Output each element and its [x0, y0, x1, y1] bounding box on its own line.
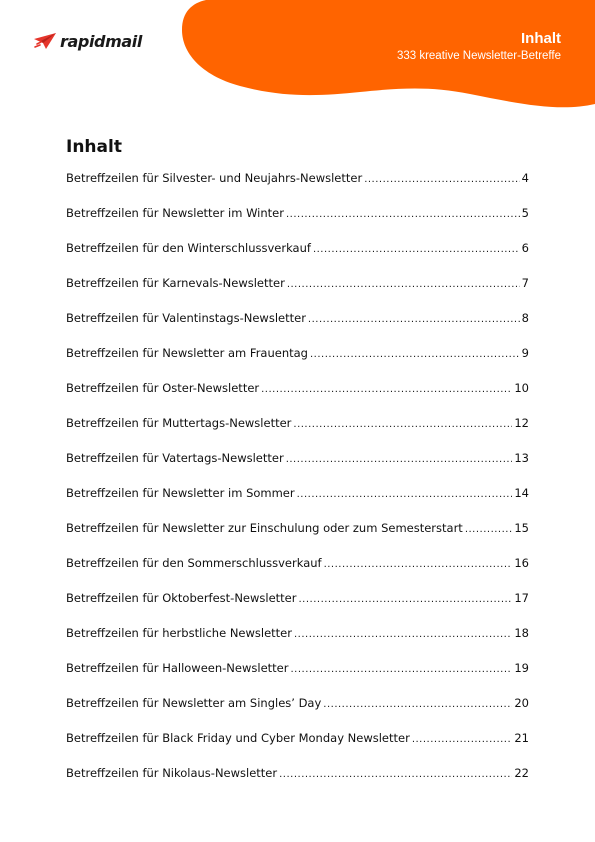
toc-dot-leader — [299, 594, 513, 605]
toc-entry[interactable] — [66, 310, 529, 345]
toc-entry-page-number: 16 — [514, 556, 529, 570]
toc-entry-label: Betreffzeilen für Muttertags-Newsletter — [66, 416, 292, 430]
toc-entry-label: Betreffzeilen für Vatertags-Newsletter — [66, 451, 284, 465]
toc-entry[interactable] — [66, 450, 529, 485]
toc-entry-page-number: 18 — [514, 626, 529, 640]
toc-entry-page-number: 21 — [514, 731, 529, 745]
toc-entry-label: Betreffzeilen für Newsletter am Singles’ Day — [66, 696, 322, 710]
toc-entry[interactable] — [66, 555, 529, 590]
toc-entry-label: Betreffzeilen für Karnevals-Newsletter — [66, 276, 285, 290]
toc-entry-label: Betreffzeilen für Halloween-Newsletter — [66, 661, 289, 675]
toc-dot-leader — [286, 454, 513, 465]
toc-entry-page-number: 8 — [521, 311, 529, 325]
toc-dot-leader — [313, 244, 520, 255]
toc-entry[interactable] — [66, 590, 529, 625]
toc-entry-label: Betreffzeilen für Newsletter im Winter — [66, 206, 284, 220]
toc-entry-label: Betreffzeilen für herbstliche Newsletter — [66, 626, 292, 640]
toc-entry[interactable] — [66, 765, 529, 800]
toc-dot-leader — [323, 699, 512, 710]
toc-dot-leader — [279, 769, 512, 780]
toc-dot-leader — [293, 419, 512, 430]
toc-dot-leader — [324, 559, 513, 570]
page-title: Inhalt — [66, 137, 122, 157]
toc-dot-leader — [294, 629, 512, 640]
toc-entry[interactable] — [66, 415, 529, 450]
toc-entry[interactable] — [66, 380, 529, 415]
toc-dot-leader — [297, 489, 513, 500]
toc-entry[interactable] — [66, 730, 529, 765]
toc-entry-page-number: 20 — [514, 696, 529, 710]
toc-entry-page-number: 15 — [514, 521, 529, 535]
toc-entry-label: Betreffzeilen für Oster-Newsletter — [66, 381, 260, 395]
toc-entry-page-number: 10 — [514, 381, 529, 395]
toc-entry-page-number: 4 — [521, 171, 529, 185]
toc-entry-label: Betreffzeilen für Newsletter zur Einschulung oder zum Semesterstart — [66, 521, 463, 535]
brand-name: rapidmail — [60, 31, 142, 51]
toc-entry[interactable] — [66, 625, 529, 660]
header-title: Inhalt — [521, 30, 561, 47]
toc-entry[interactable] — [66, 240, 529, 275]
table-of-contents — [66, 170, 529, 800]
toc-entry[interactable] — [66, 170, 529, 205]
toc-entry-label: Betreffzeilen für Valentinstags-Newsletter — [66, 311, 306, 325]
toc-entry-page-number: 5 — [521, 206, 529, 220]
toc-entry[interactable] — [66, 695, 529, 730]
toc-entry-label: Betreffzeilen für Silvester- und Neujahrs-Newsletter — [66, 171, 363, 185]
toc-dot-leader — [412, 734, 513, 745]
toc-entry-page-number: 9 — [521, 346, 529, 360]
rapidmail-logo — [33, 31, 142, 51]
toc-entry-page-number: 17 — [514, 591, 529, 605]
toc-entry-page-number: 6 — [521, 241, 529, 255]
toc-entry[interactable] — [66, 660, 529, 695]
toc-entry-label: Betreffzeilen für Black Friday und Cyber Monday Newsletter — [66, 731, 410, 745]
toc-entry-label: Betreffzeilen für den Winterschlussverkauf — [66, 241, 311, 255]
toc-entry-page-number: 22 — [514, 766, 529, 780]
toc-entry-page-number: 7 — [521, 276, 529, 290]
toc-entry[interactable] — [66, 345, 529, 380]
toc-entry-page-number: 12 — [514, 416, 529, 430]
toc-entry-label: Betreffzeilen für Newsletter am Frauentag — [66, 346, 308, 360]
toc-entry-label: Betreffzeilen für den Sommerschlussverkauf — [66, 556, 322, 570]
toc-entry-label: Betreffzeilen für Newsletter im Sommer — [66, 486, 295, 500]
toc-entry[interactable] — [66, 275, 529, 310]
toc-entry-page-number: 13 — [514, 451, 529, 465]
toc-entry[interactable] — [66, 485, 529, 520]
toc-dot-leader — [261, 384, 512, 395]
toc-dot-leader — [287, 279, 520, 290]
toc-dot-leader — [364, 174, 519, 185]
toc-dot-leader — [465, 524, 513, 535]
toc-entry-label: Betreffzeilen für Nikolaus-Newsletter — [66, 766, 278, 780]
toc-entry[interactable] — [66, 205, 529, 240]
toc-entry-page-number: 14 — [514, 486, 529, 500]
toc-dot-leader — [290, 664, 512, 675]
toc-entry-label: Betreffzeilen für Oktoberfest-Newsletter — [66, 591, 297, 605]
toc-entry[interactable] — [66, 520, 529, 555]
header-subtitle: 333 kreative Newsletter-Betreffe — [396, 50, 561, 62]
toc-entry-page-number: 19 — [514, 661, 529, 675]
toc-dot-leader — [310, 349, 520, 360]
toc-dot-leader — [308, 314, 520, 325]
toc-dot-leader — [286, 209, 520, 220]
paper-plane-icon — [33, 31, 57, 51]
